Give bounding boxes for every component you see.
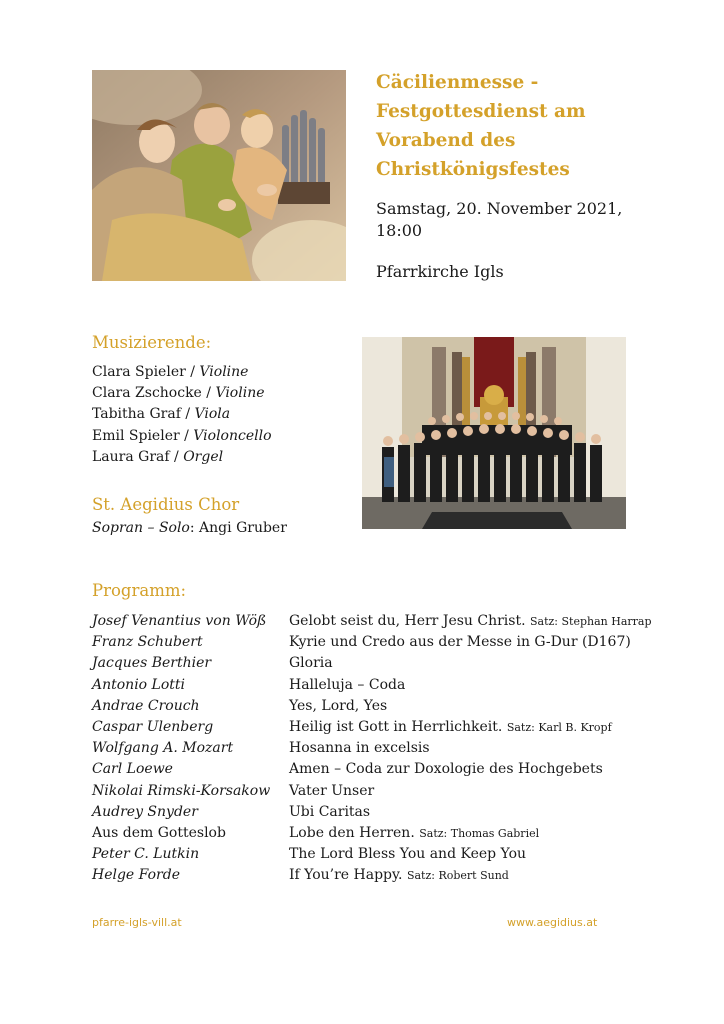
choir-heading: St. Aegidius Chor xyxy=(92,495,240,514)
performer-item: Clara Zschocke / Violine xyxy=(92,385,265,402)
program-piece: Vater Unser xyxy=(289,782,375,799)
footer-right-url[interactable]: www.aegidius.at xyxy=(507,916,598,929)
event-time-line: 18:00 xyxy=(376,221,423,240)
program-composer: Franz Schubert xyxy=(92,634,203,651)
program-composer: Josef Venantius von Wöß xyxy=(92,613,267,629)
performer-item: Laura Graf / Orgel xyxy=(92,448,224,465)
program-item xyxy=(92,717,652,738)
event-date-line: Samstag, 20. November 2021, xyxy=(376,199,623,218)
choir-photo xyxy=(362,337,626,529)
program-composer: Helge Forde xyxy=(92,867,180,884)
program-item xyxy=(92,738,652,759)
performer-item: Clara Spieler / Violine xyxy=(92,364,249,380)
event-title xyxy=(376,68,676,184)
program-item xyxy=(92,781,652,802)
program-composer: Peter C. Lutkin xyxy=(92,846,200,863)
program-piece: Gelobt seist du, Herr Jesu Christ. Satz: Stephan Harrap xyxy=(289,613,652,629)
program-composer: Carl Loewe xyxy=(92,761,173,778)
program-item xyxy=(92,823,652,844)
program-arrangement: Satz: Thomas Gabriel xyxy=(419,826,540,840)
program-arrangement: Satz: Robert Sund xyxy=(406,869,509,883)
cecilia-painting xyxy=(92,70,346,281)
program-arrangement: Satz: Karl B. Kropf xyxy=(506,720,612,734)
program-piece: Halleluja – Coda xyxy=(289,676,406,693)
program-composer: Andrae Crouch xyxy=(92,697,200,714)
event-venue: Pfarrkirche Igls xyxy=(376,262,504,281)
performers-list xyxy=(92,362,342,468)
event-date xyxy=(376,198,676,242)
performer-item: Tabitha Graf / Viola xyxy=(92,406,231,423)
program-piece: Amen – Coda zur Doxologie des Hochgebets xyxy=(289,761,603,778)
program-piece: Hosanna in excelsis xyxy=(289,740,430,757)
program-item xyxy=(92,759,652,780)
program-composer: Caspar Ulenberg xyxy=(92,718,214,735)
choir-soloist: Sopran – Solo: Angi Gruber xyxy=(92,520,287,536)
program-item xyxy=(92,844,652,865)
program-item xyxy=(92,865,652,886)
footer-left-url[interactable]: pfarre-igls-vill.at xyxy=(92,916,182,929)
program-piece: If You’re Happy. Satz: Robert Sund xyxy=(289,867,509,884)
program-item xyxy=(92,675,652,696)
program-item xyxy=(92,653,652,674)
event-title-line: Festgottesdienst am xyxy=(376,101,586,122)
program-composer: Audrey Snyder xyxy=(92,803,198,820)
program-piece: Gloria xyxy=(289,655,333,672)
program-piece: Ubi Caritas xyxy=(289,803,371,820)
performer-item: Emil Spieler / Violoncello xyxy=(92,427,272,444)
event-title-line: Christkönigsfestes xyxy=(376,159,570,180)
program-piece: Yes, Lord, Yes xyxy=(289,697,388,714)
program-piece: Kyrie und Credo aus der Messe in G-Dur (D167) xyxy=(289,634,631,651)
program-item xyxy=(92,632,652,653)
program-arrangement: Satz: Stephan Harrap xyxy=(530,615,652,628)
program-composer: Jacques Berthier xyxy=(92,655,212,672)
program-heading: Programm: xyxy=(92,581,187,600)
event-title-line: Cäcilienmesse - xyxy=(376,72,539,93)
program-list xyxy=(92,611,652,886)
program-piece: Lobe den Herren. Satz: Thomas Gabriel xyxy=(289,824,540,841)
performers-heading: Musizierende: xyxy=(92,333,212,352)
program-composer: Nikolai Rimski-Korsakow xyxy=(92,782,271,799)
program-composer: Aus dem Gotteslob xyxy=(92,824,226,841)
program-piece: The Lord Bless You and Keep You xyxy=(289,846,527,863)
program-piece: Heilig ist Gott in Herrlichkeit. Satz: Karl B. Kropf xyxy=(289,718,612,735)
program-composer: Wolfgang A. Mozart xyxy=(92,740,234,757)
event-title-line: Vorabend des xyxy=(376,130,516,151)
program-composer: Antonio Lotti xyxy=(92,676,186,693)
program-item xyxy=(92,802,652,823)
program-item xyxy=(92,696,652,717)
program-item xyxy=(92,611,652,632)
